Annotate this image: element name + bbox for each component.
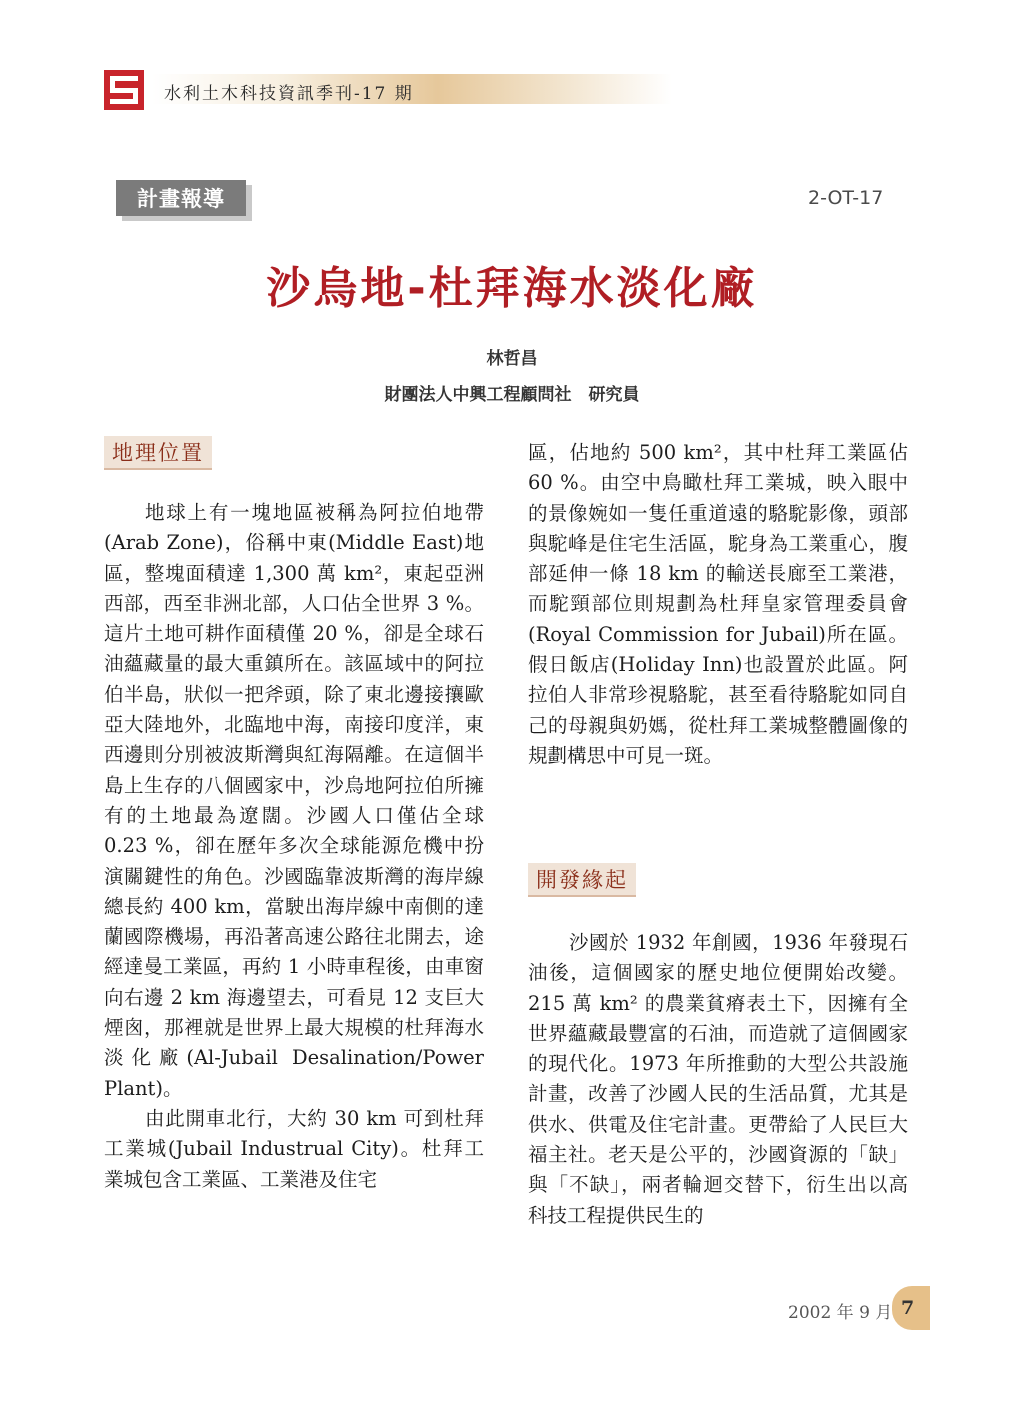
journal-title: 水利土木科技資訊季刊-17 期 [164, 84, 414, 104]
author-name: 林哲昌 [486, 349, 538, 369]
journal-logo-icon [104, 70, 144, 110]
section-heading-geo: 地理位置 [104, 436, 212, 470]
paragraph-geo-3: 區，佔地約 500 km²，其中杜拜工業區佔 60 %。由空中鳥瞰杜拜工業城，映入眼中的景像婉如一隻任重道遠的駱駝影像，頭部與駝峰是住宅生活區，駝身為工業重心，腹部延伸一條 18 km 的輸送長廊至工業港，而駝頸部位則規劃為杜拜皇家管理委員會(Royal Commission for Jubail)所在區。假日飯店(Holiday Inn)也設置於此區。阿拉伯人非常珍視駱駝，甚至看待駱駝如同自己的母親與奶媽，從杜拜工業城整體圖像的規劃構思中可見一斑。 [528, 441, 908, 767]
author-affiliation: 財團法人中興工程顧問社 研究員 [384, 385, 640, 405]
section-tag: 計畫報導 [116, 180, 246, 216]
page-header [104, 70, 624, 112]
document-id: 2-OT-17 [808, 187, 884, 209]
section-heading-dev: 開發緣起 [528, 863, 636, 897]
column-right-bottom [528, 928, 908, 1231]
page-number: 7 [901, 1297, 915, 1319]
column-left [104, 498, 484, 1195]
article-title: 沙烏地-杜拜海水淡化廠 [266, 263, 758, 314]
column-right-top [528, 438, 908, 771]
paragraph-dev-1: 沙國於 1932 年創國，1936 年發現石油後，這個國家的歷史地位便開始改變。215 萬 km² 的農業貧瘠表土下，因擁有全世界蘊藏最豐富的石油，而造就了這個國家的現代化。1973 年所推動的大型公共設施計畫，改善了沙國人民的生活品質，尤其是供水、供電及住宅計畫。更帶給了人民巨大福主社。老天是公平的，沙國資源的「缺」與「不缺」，兩者輪迴交替下，衍生出以高科技工程提供民生的 [528, 931, 908, 1227]
footer-date: 2002 年 9 月 [788, 1303, 893, 1323]
paragraph-geo-2: 由此開車北行，大約 30 km 可到杜拜工業城(Jubail Industrual City)。杜拜工業城包含工業區、工業港及住宅 [104, 1106, 484, 1191]
paragraph-geo-1: 地球上有一塊地區被稱為阿拉伯地帶(Arab Zone)，俗稱中東(Middle East)地區，整塊面積達 1,300 萬 km²，東起亞洲西部，西至非洲北部，人口佔全世界 3 %。這片土地可耕作面積僅 20 %，卻是全球石油蘊藏量的最大重鎮所在。該區域中的阿拉伯半島，狀似一把斧頭，除了東北邊接攘歐亞大陸地外，北臨地中海，南接印度洋，東西邊則分別被波斯灣與紅海隔離。在這個半島上生存的八個國家中，沙烏地阿拉伯所擁有的土地最為遼闊。沙國人口僅佔全球 0.23 %，卻在歷年多次全球能源危機中扮演關鍵性的角色。沙國臨靠波斯灣的海岸線總長約 400 km，當駛出海岸線中南側的達蘭國際機場，再沿著高速公路往北開去，途經達曼工業區，再約 1 小時車程後，由車窗向右邊 2 km 海邊望去，可看見 12 支巨大煙囪，那裡就是世界上最大規模的杜拜海水淡化廠(Al-Jubail Desalination/Power Plant)。 [104, 501, 484, 1100]
